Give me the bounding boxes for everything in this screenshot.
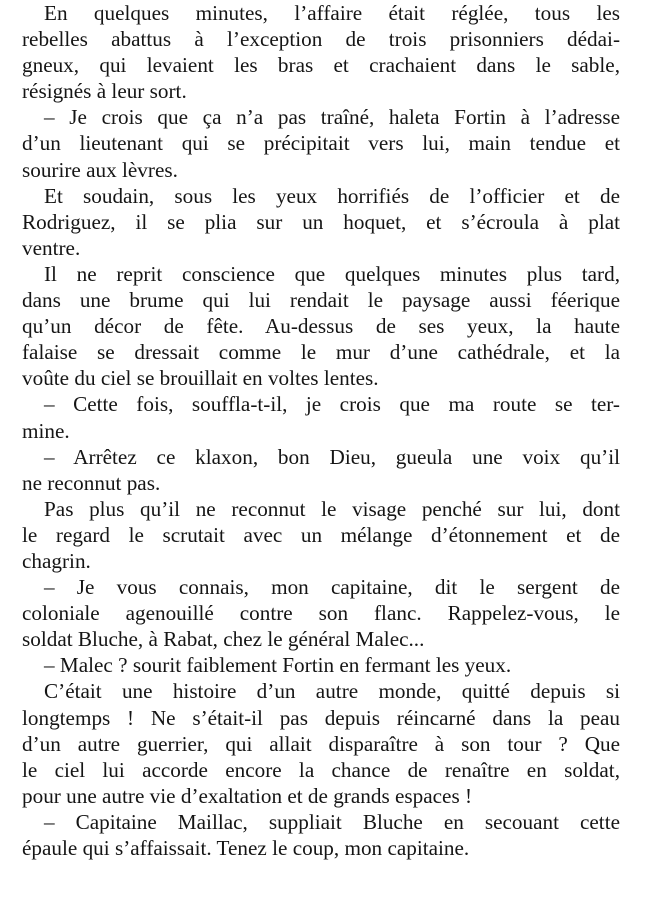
text-line: coloniale agenouillé contre son flanc. Rappelez-vous, le [22,601,620,626]
text-line: falaise se dressait comme le mur d’une cathédrale, et la [22,340,620,365]
paragraph [22,104,620,182]
text-line: voûte du ciel se brouillait en voltes lentes. [22,366,379,391]
text-line: rebelles abattus à l’exception de trois prisonniers dédai- [22,27,620,52]
text-line: résignés à leur sort. [22,79,187,104]
text-line: – Je crois que ça n’a pas traîné, haleta Fortin à l’adresse [44,105,620,130]
text-line: épaule qui s’affaissait. Tenez le coup, mon capitaine. [22,836,470,860]
text-line: d’un autre guerrier, qui allait disparaître à son tour ? Que [22,731,620,756]
text-line: – Capitaine Maillac, suppliait Bluche en secouant cette [44,809,620,834]
text-line: C’était une histoire d’un autre monde, quitté depuis si [44,679,620,704]
text-line: longtemps ! Ne s’était-il pas depuis réincarné dans la peau [22,705,620,730]
text-line: qu’un décor de fête. Au-dessus de ses yeux, la haute [22,314,620,339]
text-line: Et soudain, sous les yeux horrifiés de l’officier et de [44,183,620,208]
text-line: le ciel lui accorde encore la chance de renaître en soldat, [22,757,620,782]
text-line: le regard le scrutait avec un mélange d’étonnement et de [22,522,620,547]
paragraph [22,809,620,861]
text-line: – Arrêtez ce klaxon, bon Dieu, gueula une voix qu’il [44,444,620,469]
paragraph [22,652,620,678]
paragraph [22,391,620,443]
paragraph [22,0,620,104]
text-line: ne reconnut pas. [22,470,161,495]
text-line: mine. [22,418,70,443]
text-line: gneux, qui levaient les bras et crachaient dans le sable, [22,53,620,78]
text-line: chagrin. [22,548,91,573]
text-line: d’un lieutenant qui se précipitait vers lui, main tendue et [22,131,620,156]
text-line: En quelques minutes, l’affaire était réglée, tous les [44,1,620,25]
paragraph [22,574,620,652]
paragraph [22,678,620,808]
text-line: soldat Bluche, à Rabat, chez le général Malec... [22,627,425,652]
paragraph [22,444,620,496]
paragraph [22,496,620,574]
text-line: dans une brume qui lui rendait le paysage aussi féerique [22,288,620,313]
text-line: ventre. [22,235,81,260]
text-line: Pas plus qu’il ne reconnut le visage penché sur lui, dont [44,496,620,521]
text-line: pour une autre vie d’exaltation et de grands espaces ! [22,783,473,808]
text-line: – Je vous connais, mon capitaine, dit le sergent de [44,575,620,600]
text-line: sourire aux lèvres. [22,157,178,182]
paragraph [22,183,620,261]
text-line: Rodriguez, il se plia sur un hoquet, et s’écroula à plat [22,209,620,234]
text-line: Il ne reprit conscience que quelques minutes plus tard, [44,261,620,286]
text-line: – Cette fois, souffla-t-il, je crois que ma route se ter- [44,392,620,417]
book-page [22,0,620,861]
paragraph [22,261,620,391]
text-line: – Malec ? sourit faiblement Fortin en fermant les yeux. [44,653,512,678]
